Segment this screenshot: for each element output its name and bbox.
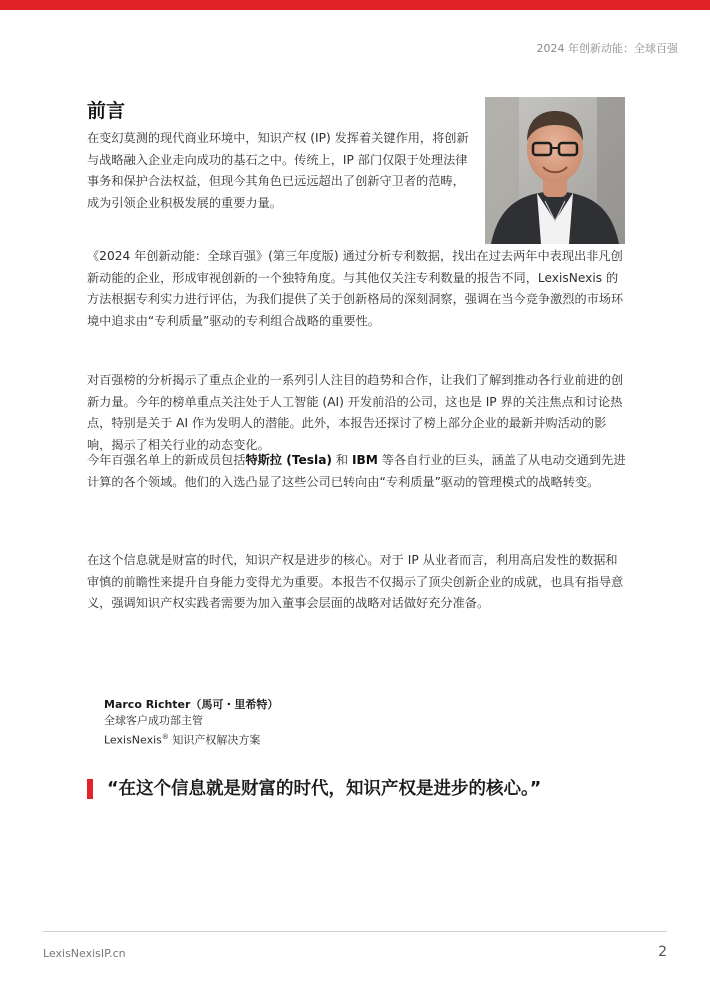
top-accent-band <box>0 0 710 10</box>
running-header: 2024 年创新动能：全球百强 <box>536 42 678 55</box>
intro-paragraph-3: 对百强榜的分析揭示了重点企业的一系列引人注目的趋势和合作，让我们了解到推动各行业前进的创新力量。今年的榜单重点关注处于人工智能 (AI) 开发前沿的公司，这也是 IP 界的关注焦点和讨论热点，特别是关于 AI 作为发明人的潜能。此外，本报告还探讨了榜上部分企业的最新并购活动的影响，揭示了相关行业的动态变化。 <box>87 373 624 452</box>
intro-paragraph-2: 《2024 年创新动能：全球百强》(第三年度版) 通过分析专利数据，找出在过去两年中表现出非凡创新动能的企业，形成审视创新的一个独特角度。与其他仅关注专利数量的报告不同，LexisNexis 的方法根据专利实力进行评估，为我们提供了关于创新格局的深刻洞察，强调在当今竞争激烈的市场环境中追求由“专利质量”驱动的专利组合战略的重要性。 <box>87 249 624 328</box>
organization-suffix: 知识产权解决方案 <box>168 733 261 747</box>
company-name-tesla: 特斯拉 (Tesla) <box>245 453 332 467</box>
footer-divider <box>43 931 667 932</box>
author-portrait <box>485 97 625 244</box>
page-title: 前言 <box>87 100 126 122</box>
company-name-ibm: IBM <box>351 453 378 467</box>
footer-website: LexisNexisIP.cn <box>43 947 126 960</box>
paragraph-4-text-end: 等各自行业的巨头，涵盖了从电动交通到先进计算的各个领域。他们的入选凸显了这些公司已转向由“专利质量”驱动的管理模式的战略转变。 <box>87 453 626 489</box>
intro-paragraph-1: 在变幻莫测的现代商业环境中，知识产权 (IP) 发挥着关键作用，将创新与战略融入企业走向成功的基石之中。传统上，IP 部门仅限于处理法律事务和保护合法权益，但现今其角色已远远超出了创新守卫者的范畴，成为引领企业积极发展的重要力量。 <box>87 131 469 210</box>
author-name: Marco Richter（馬可・里希特） <box>104 698 279 711</box>
author-role: 全球客户成功部主管 <box>104 714 203 727</box>
quote-accent-bar <box>87 779 93 799</box>
paragraph-4-text-start: 今年百强名单上的新成员包括 <box>87 453 246 467</box>
intro-paragraph-5: 在这个信息就是财富的时代，知识产权是进步的核心。对于 IP 从业者而言，利用高启发性的数据和审慎的前瞻性来提升自身能力变得尤为重要。本报告不仅揭示了顶尖创新企业的成就，也具有指导意义，强调知识产权实践者需要为加入董事会层面的战略对话做好充分准备。 <box>87 553 624 610</box>
signature-block <box>104 697 278 749</box>
registered-mark: ® <box>161 733 169 741</box>
author-organization <box>104 729 278 749</box>
page-number: 2 <box>658 944 667 960</box>
pull-quote: “在这个信息就是财富的时代，知识产权是进步的核心。” <box>107 779 542 799</box>
organization-name: LexisNexis <box>104 733 162 747</box>
paragraph-4-text-connector: 和 <box>332 453 352 467</box>
intro-paragraph-4 <box>87 450 627 493</box>
